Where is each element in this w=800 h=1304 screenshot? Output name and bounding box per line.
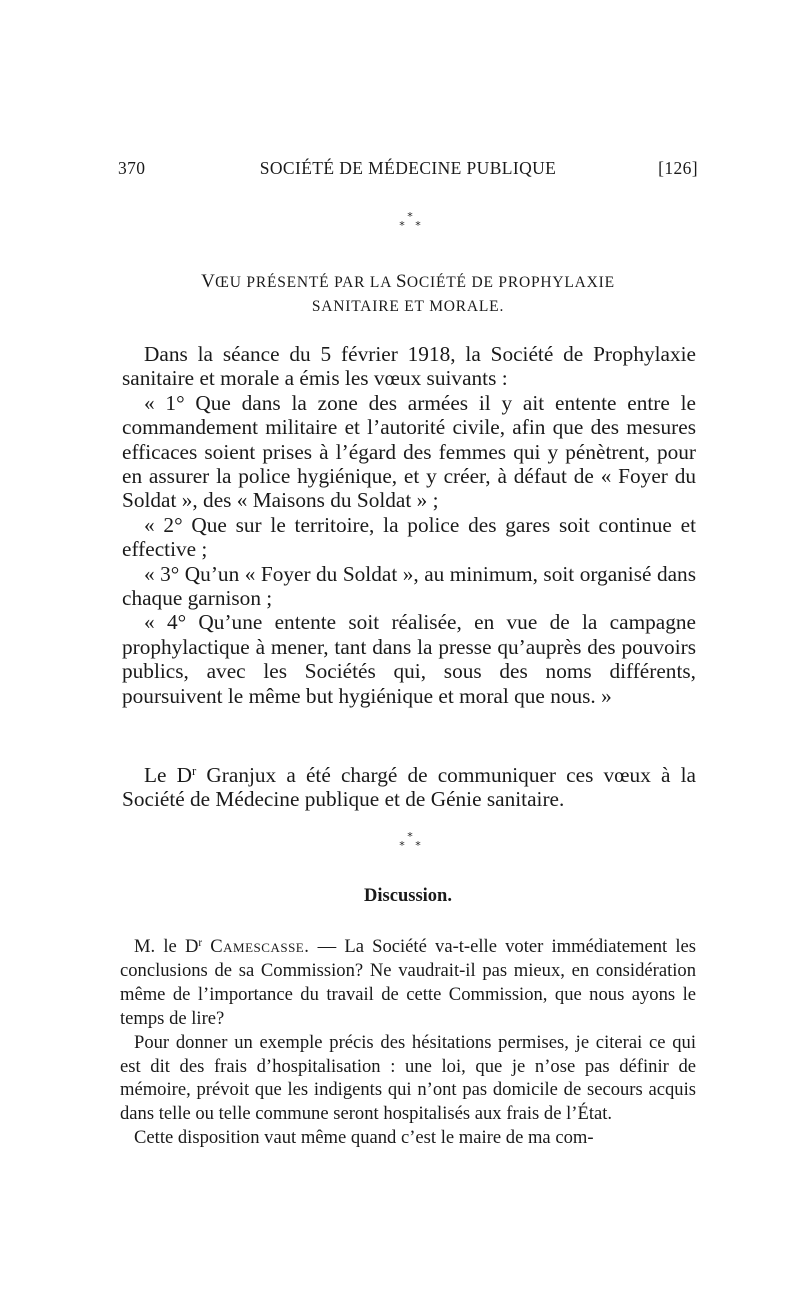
voeu-item-3: « 3° Qu’un « Foyer du Soldat », au minimum, soit organisé dans chaque garnison ; <box>122 561 696 611</box>
section-title-line1: VŒU PRÉSENTÉ PAR LA SOCIÉTÉ DE PROPHYLAXIE <box>201 271 615 292</box>
section-title-line2: SANITAIRE ET MORALE. <box>311 298 505 315</box>
section-title <box>118 270 698 319</box>
discussion-heading: Discussion. <box>364 886 452 906</box>
asterism-stars-bottom: * * <box>399 839 421 852</box>
discussion-paragraph-3: Cette disposition vaut même quand c’est le maire de ma com- <box>134 1127 594 1149</box>
asterism-ornament-2 <box>380 832 440 850</box>
voeu-intro: Dans la séance du 5 février 1918, la Société de Prophylaxie sanitaire et morale a émis les vœux suivants : <box>122 342 696 391</box>
speaker-name: Camescasse. <box>210 936 310 957</box>
running-title: SOCIÉTÉ DE MÉDECINE PUBLIQUE <box>259 158 557 178</box>
voeu-item-4: « 4° Qu’une entente soit réalisée, en vue de la campagne prophylactique à mener, tant dans la presse qu’auprès des pouvoirs publics, avec les Sociétés qui, sous des noms différents, poursuivent le même but hygiénique et moral que nous. » <box>122 610 696 708</box>
voeu-item-2: « 2° Que sur le territoire, la police des gares soit continue et effective ; <box>122 512 696 562</box>
granjux-paragraph: Le $D^r$ Granjux a été chargé de communiquer ces vœux à la Société de Médecine publique et de Génie sanitaire. <box>122 763 696 812</box>
page-reference: [126] <box>658 158 698 178</box>
voeu-block <box>122 342 696 708</box>
page-number: 370 <box>118 158 146 178</box>
asterism-star: * <box>407 830 413 843</box>
discussion-block <box>120 935 696 1150</box>
asterism-ornament <box>380 212 440 230</box>
asterism-stars-bottom: * * <box>399 219 421 232</box>
asterism-star: * <box>407 210 413 223</box>
voeu-item-1: « 1° Que dans la zone des armées il y ait entente entre le commandement militaire et l’autorité civile, afin que des mesures efficaces soient prises à l’égard des femmes qui y pénètrent, pour en assurer la police hygiénique, et y créer, à défaut de « Foyer du Soldat », des « Maisons du Soldat » ; <box>122 390 696 513</box>
discussion-paragraph-2: Pour donner un exemple précis des hésitations permises, je citerai ce qui est dit des frais d’hospitalisation : une loi, que je n’ose pas définir de mémoire, prévoit que les indigents qui n’ont pas domicile de secours acquis dans telle ou telle commune seront hospitalisés aux frais de l’État. <box>120 1031 696 1125</box>
discussion-paragraph-1: M. le $D^r$ Camescasse. — La Société va-t-elle voter immédiatement les conclusions de sa Commission? Ne vaudrait-il pas mieux, en considération même de l’importance du travail de cette Commission, que nous ayons le temps de lire? <box>120 936 696 1029</box>
